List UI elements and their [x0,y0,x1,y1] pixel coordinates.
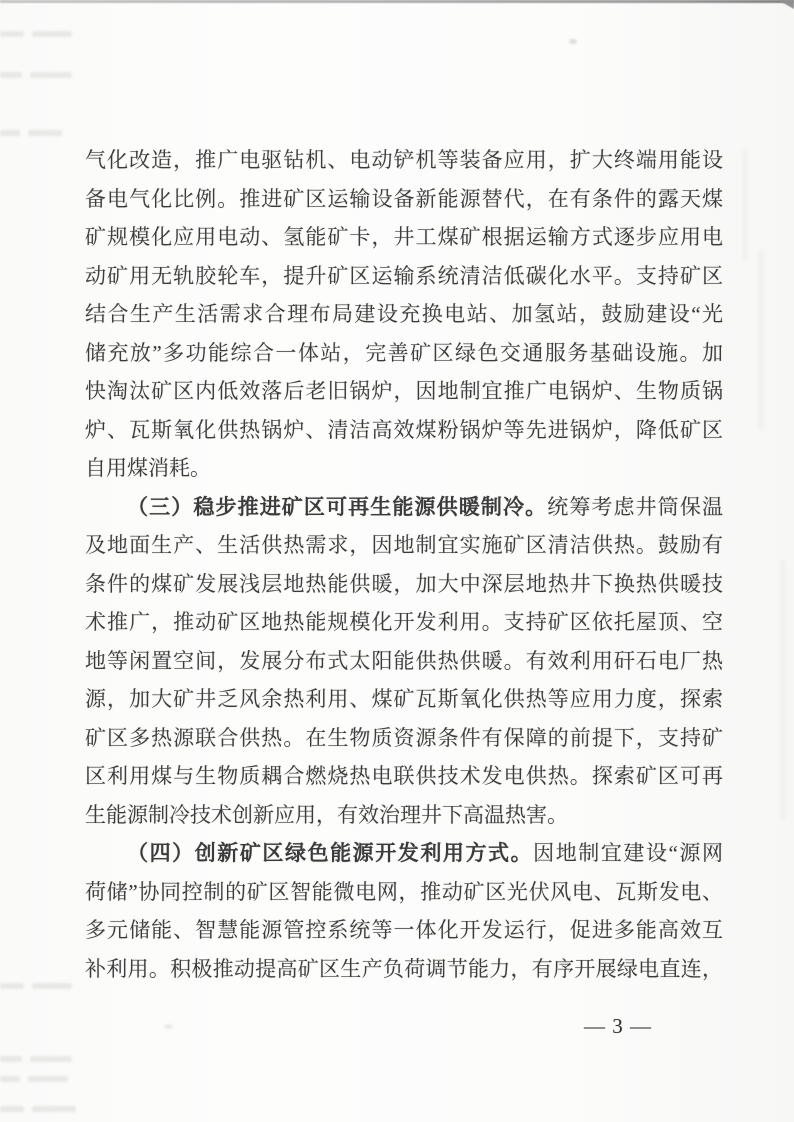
scan-artifact [28,1076,68,1082]
line-text: 条件的煤矿发展浅层地热能供暖，加大中深层地热井下换热供暖技 [85,571,723,596]
text-line [85,295,723,334]
scan-artifact [30,1056,72,1062]
line-text: 气化改造，推广电驱钻机、电动铲机等装备应用，扩大终端用能设 [85,148,723,172]
scan-artifact [32,31,72,37]
scan-artifact [0,72,22,78]
scan-bleedthrough-artifact [780,560,786,820]
text-line [85,796,723,835]
line-text: 区利用煤与生物质耦合燃烧热电联供技术发电供热。探索矿区可再 [85,764,723,788]
scan-artifact [32,983,72,989]
line-text: 及地面生产、生活供热需求，因地制宜实施矿区清洁供热。鼓励有 [85,533,723,557]
document-body [85,141,723,988]
section-heading: （四）创新矿区绿色能源开发利用方式。 [127,841,534,865]
line-text: 地等闲置空间，发展分布式太阳能供热供暖。有效利用矸石电厂热 [85,648,723,673]
text-line [85,526,723,565]
text-line [85,680,723,719]
page-number: — 3 — [584,1014,652,1038]
text-line [85,873,723,912]
line-text: 储充放”多功能综合一体站，完善矿区绿色交通服务基础设施。加 [85,340,723,365]
line-text: 多元储能、智慧能源管控系统等一体化开发运行，促进多能高效互 [85,918,723,942]
scan-speck-artifact [164,1024,173,1029]
section-heading: （三）稳步推进矿区可再生能源供暖制冷。 [127,494,548,519]
scan-artifact [0,130,20,136]
scan-speck-artifact [569,39,577,44]
text-line [85,834,723,873]
scan-bleedthrough-artifact [758,250,764,430]
line-text: 结合生产生活需求合理布局建设充换电站、加氢站，鼓励建设“光 [85,302,723,326]
scan-bleedthrough-artifact [742,150,748,260]
scan-artifact [0,983,24,989]
text-line [85,719,723,758]
scan-artifact [0,31,24,37]
text-line [85,911,723,950]
line-text: 源，加大矿井乏风余热利用、煤矿瓦斯氧化供热等应用力度，探索 [85,687,723,711]
line-text: 矿区多热源联合供热。在生物质资源条件有保障的前提下，支持矿 [85,725,723,750]
text-line [85,411,723,450]
text-line [85,218,723,257]
scan-artifact [0,1056,22,1062]
text-line [85,488,723,527]
line-text: 生能源制冷技术创新应用，有效治理井下高温热害。 [85,802,568,827]
text-line [85,642,723,681]
line-text: 炉、瓦斯氧化供热锅炉、清洁高效煤粉锅炉等先进锅炉，降低矿区 [85,417,723,442]
text-line [85,180,723,219]
text-line [85,757,723,796]
text-line [85,141,723,180]
line-text: 快淘汰矿区内低效落后老旧锅炉，因地制宜推广电锅炉、生物质锅 [85,379,723,403]
text-line [85,257,723,296]
text-line [85,603,723,642]
text-line [85,449,723,488]
scan-edge-artifact [0,0,794,3]
text-line [85,372,723,411]
line-text: 荷储”协同控制的矿区智能微电网，推动矿区光伏风电、瓦斯发电、 [85,879,723,904]
scan-artifact [32,1106,76,1112]
text-line [85,950,723,989]
scan-corner-artifact [778,0,794,9]
scan-artifact [30,72,72,78]
scan-artifact [28,130,62,136]
line-text: 补利用。积极推动提高矿区生产负荷调节能力，有序开展绿电直连， [85,956,723,981]
line-text: 统筹考虑井筒保温 [547,494,724,519]
scan-artifact [0,1076,20,1082]
text-line [85,565,723,604]
line-text: 自用煤消耗。 [85,456,211,480]
line-text: 矿规模化应用电动、氢能矿卡，井工煤矿根据运输方式逐步应用电 [85,225,723,249]
text-line [85,334,723,373]
line-text: 术推广，推动矿区地热能规模化开发利用。支持矿区依托屋顶、空 [85,610,723,634]
line-text: 因地制宜建设“源网 [533,841,723,865]
scan-artifact [0,1106,24,1112]
line-text: 动矿用无轨胶轮车，提升矿区运输系统清洁低碳化水平。支持矿区 [85,263,723,288]
line-text: 备电气化比例。推进矿区运输设备新能源替代，在有条件的露天煤 [85,186,723,211]
